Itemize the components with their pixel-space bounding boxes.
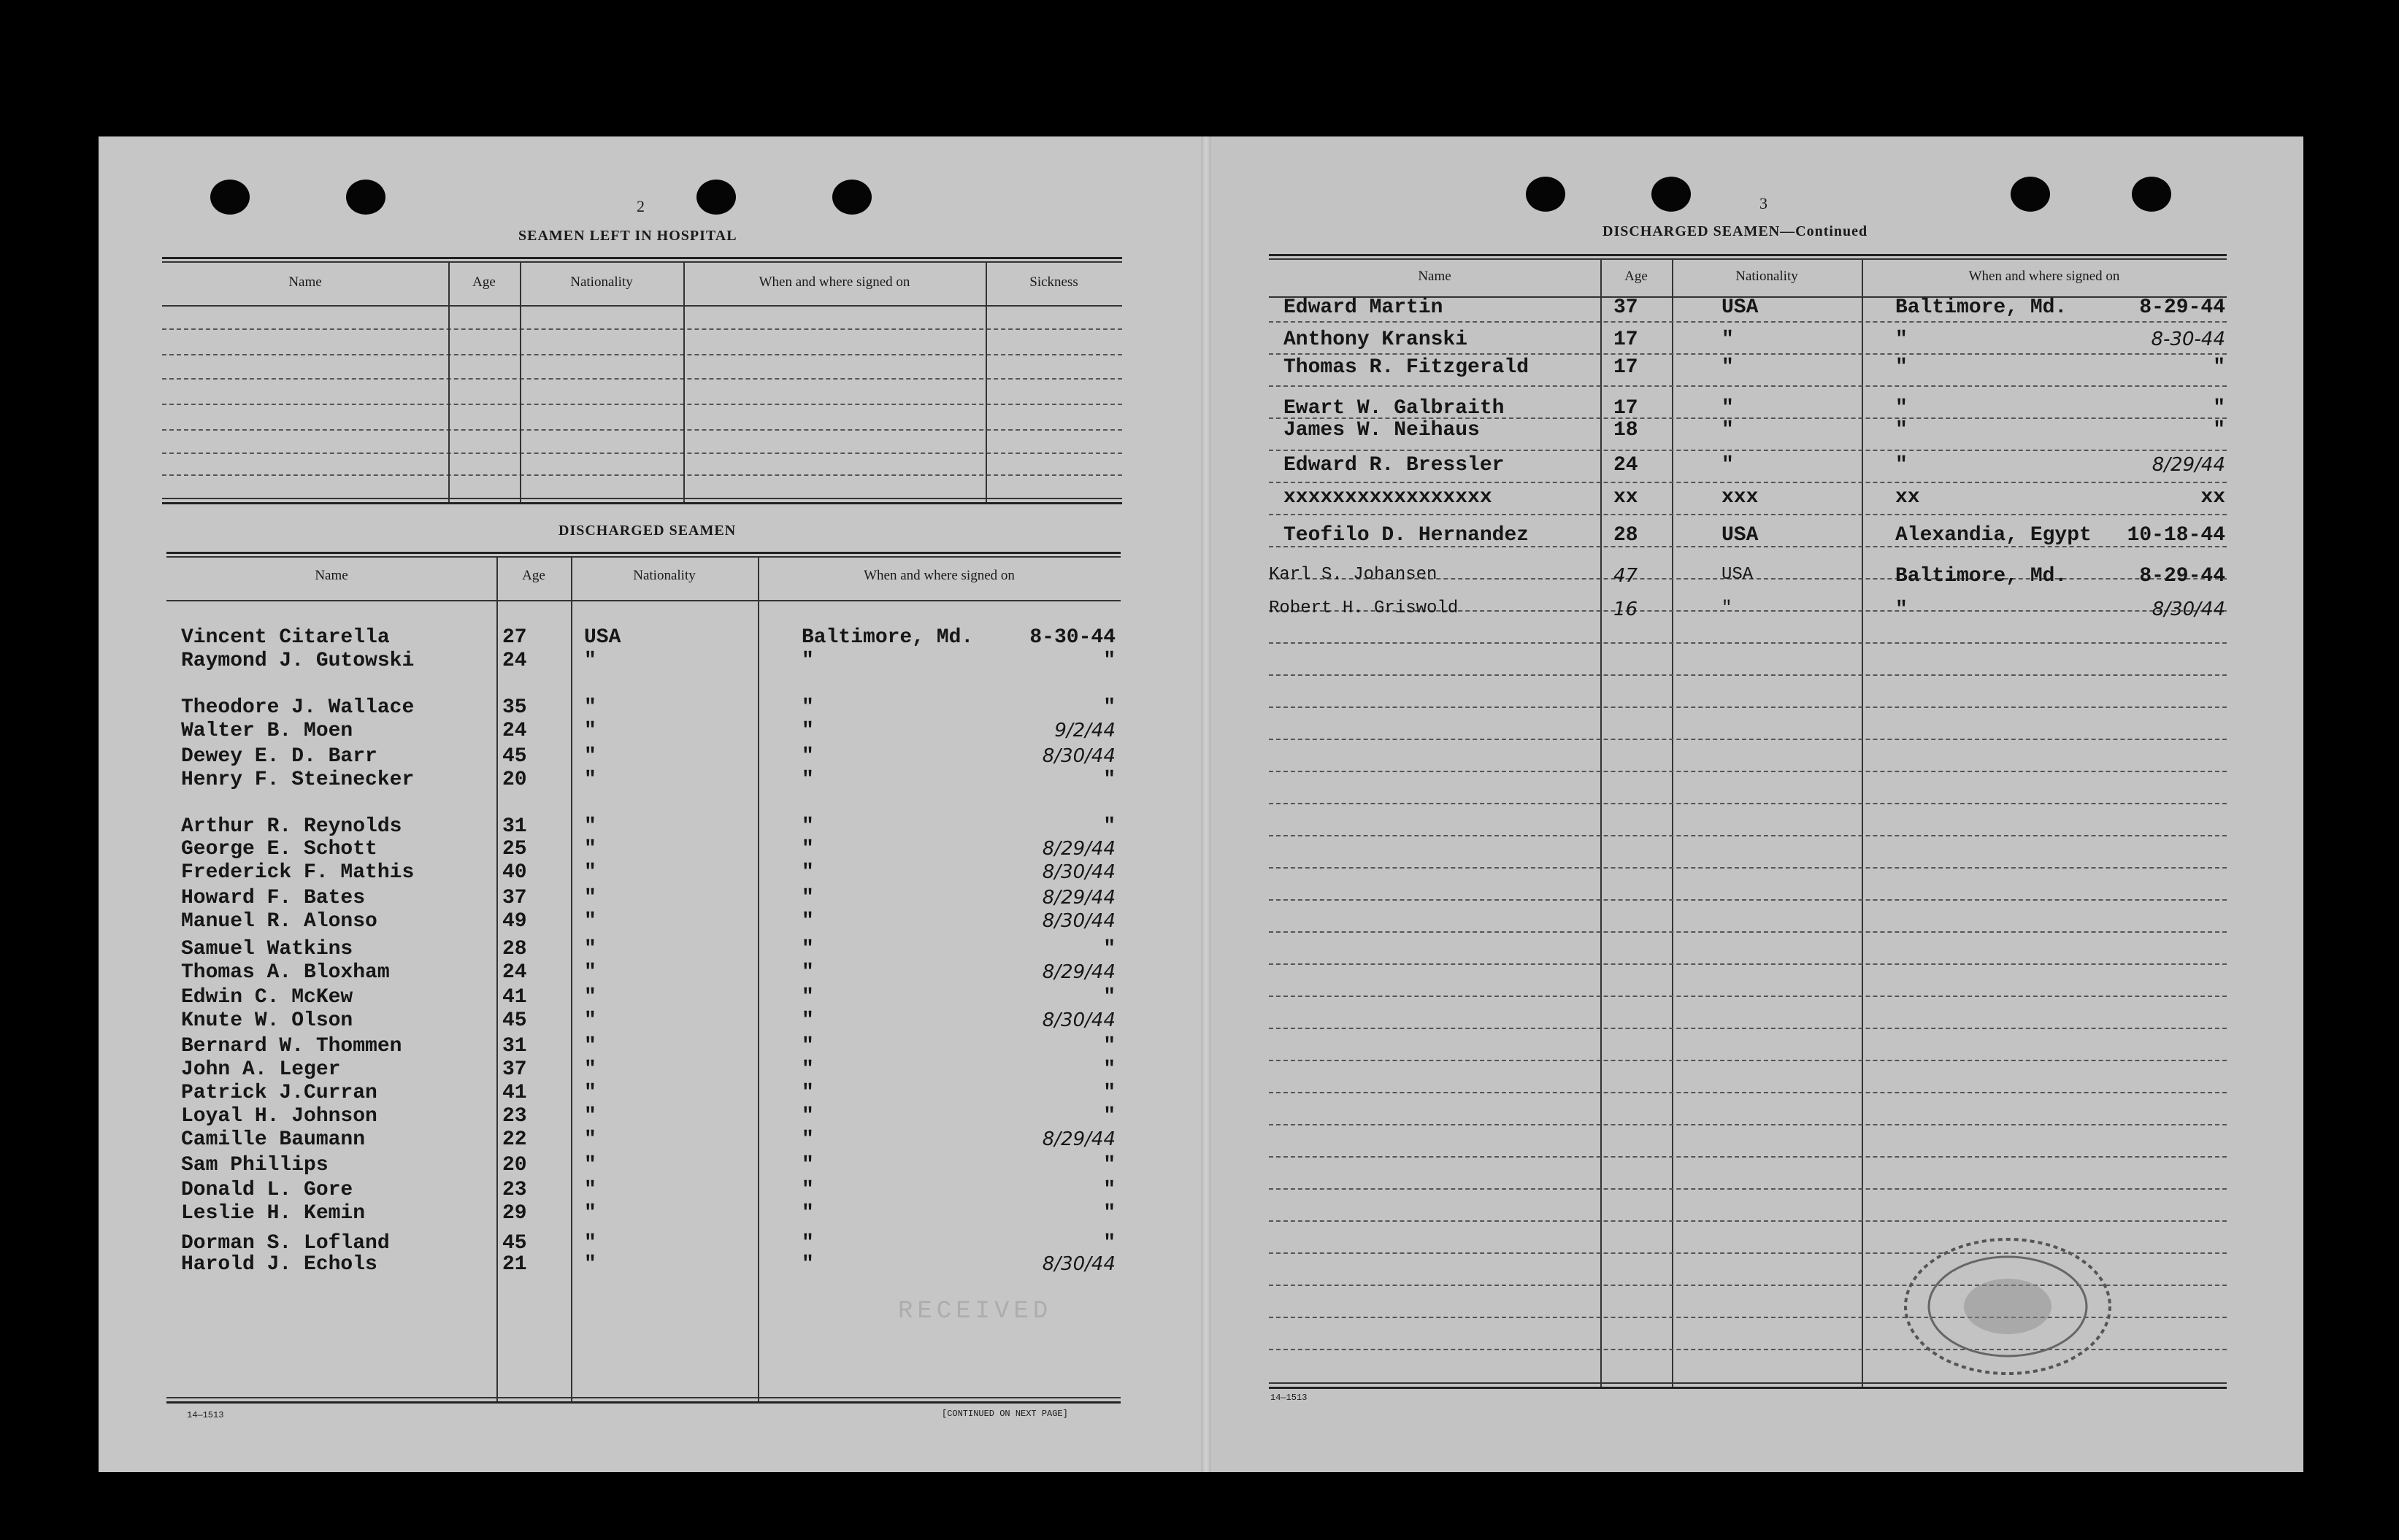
signed-on-date: " (1103, 1081, 1116, 1104)
page-fold (1201, 136, 1211, 1472)
signed-on-place: " (802, 986, 814, 1009)
signed-on-place: " (802, 1153, 814, 1177)
col-header-name: Name (315, 568, 348, 583)
signed-on-date: 8/29/44 (1042, 960, 1116, 983)
col-header-name: Name (1418, 269, 1451, 284)
signed-on-place: " (802, 768, 814, 791)
seaman-age: xx (1613, 486, 1638, 509)
seaman-name: Edward Martin (1283, 296, 1443, 319)
signed-on-place: " (802, 887, 814, 910)
seaman-age: 17 (1613, 356, 1638, 379)
signed-on-date: 8-30-44 (1029, 626, 1116, 650)
discharged-continued-title: DISCHARGED SEAMEN—Continued (1602, 223, 1868, 239)
signed-on-date: " (1103, 815, 1116, 838)
seaman-nationality: " (1721, 356, 1734, 379)
seaman-age: 45 (502, 744, 527, 768)
hospital-table (162, 255, 1122, 504)
seaman-nationality: " (584, 910, 596, 933)
seaman-nationality: xxx (1721, 486, 1759, 509)
signed-on-date: " (1103, 986, 1116, 1009)
signed-on-place: " (802, 1231, 814, 1255)
seaman-age: 45 (502, 1231, 527, 1255)
seaman-name: Leslie H. Kemin (181, 1202, 366, 1225)
seaman-name: Karl S. Johansen (1269, 565, 1438, 585)
seaman-nationality: " (584, 887, 596, 910)
signed-on-place: " (802, 960, 814, 984)
seaman-name: Thomas R. Fitzgerald (1283, 356, 1529, 379)
seaman-age: 28 (1613, 524, 1638, 547)
seaman-nationality: " (1721, 328, 1734, 351)
seaman-age: 20 (502, 1153, 527, 1177)
seaman-name: Anthony Kranski (1283, 328, 1468, 351)
seaman-nationality: " (584, 720, 596, 742)
col-header-signed-on: When and where signed on (759, 274, 910, 290)
seaman-name: Theodore J. Wallace (181, 696, 415, 720)
official-stamp-icon (1898, 1233, 2117, 1379)
seaman-nationality: " (584, 1128, 596, 1151)
signed-on-date: 8-29-44 (2139, 565, 2225, 588)
seaman-nationality: USA (1721, 296, 1759, 319)
seaman-age: 24 (502, 960, 527, 984)
signed-on-date: 8/30/44 (1042, 1252, 1116, 1275)
seaman-name: Dewey E. D. Barr (181, 744, 377, 768)
seaman-name: Donald L. Gore (181, 1179, 353, 1202)
seaman-age: 23 (502, 1179, 527, 1202)
punch-hole-icon (2132, 177, 2171, 212)
seaman-name: Walter B. Moen (181, 720, 353, 742)
signed-on-date: xx (2200, 486, 2225, 509)
signed-on-date: " (1103, 1231, 1116, 1255)
seaman-nationality: " (584, 1035, 596, 1058)
seaman-age: 18 (1613, 419, 1638, 442)
seaman-nationality: USA (584, 626, 621, 650)
signed-on-place: " (1895, 598, 1908, 621)
form-number: 14—1513 (1270, 1393, 1308, 1403)
signed-on-date: " (1103, 1153, 1116, 1177)
seaman-nationality: " (584, 1252, 596, 1276)
punch-hole-icon (1526, 177, 1565, 212)
seaman-age: 37 (1613, 296, 1638, 319)
seaman-name: Raymond J. Gutowski (181, 650, 415, 673)
signed-on-date: 8/30/44 (2152, 598, 2225, 620)
seaman-age: 17 (1613, 397, 1638, 420)
signed-on-place: " (802, 838, 814, 861)
seaman-name: Edward R. Bressler (1283, 454, 1505, 477)
seaman-age: 22 (502, 1128, 527, 1151)
col-header-sickness: Sickness (1029, 274, 1078, 290)
signed-on-place: xx (1895, 486, 1920, 509)
signed-on-date: " (1103, 650, 1116, 673)
punch-hole-icon (2011, 177, 2050, 212)
seaman-name: Ewart W. Galbraith (1283, 397, 1505, 420)
seaman-name: George E. Schott (181, 838, 377, 861)
seaman-age: 37 (502, 887, 527, 910)
signed-on-date: " (2213, 419, 2225, 442)
signed-on-place: " (802, 744, 814, 768)
punch-hole-icon (346, 180, 385, 215)
signed-on-date: " (1103, 1035, 1116, 1058)
signed-on-date: 8/29/44 (1042, 1128, 1116, 1150)
page-number: 3 (1759, 194, 1767, 212)
seaman-name: Patrick J.Curran (181, 1081, 377, 1104)
signed-on-place: " (1895, 328, 1908, 351)
signed-on-date: " (2213, 397, 2225, 420)
seaman-name: James W. Neihaus (1283, 419, 1480, 442)
seaman-nationality: " (584, 1081, 596, 1104)
signed-on-place: " (802, 1009, 814, 1033)
col-header-nationality: Nationality (570, 274, 633, 290)
signed-on-date: 8/30/44 (1042, 861, 1116, 884)
seaman-age: 31 (502, 815, 527, 838)
signed-on-date: 8/30/44 (1042, 910, 1116, 932)
seaman-age: 21 (502, 1252, 527, 1276)
signed-on-place: " (802, 1179, 814, 1202)
signed-on-place: " (1895, 419, 1908, 442)
signed-on-date: " (1103, 1179, 1116, 1202)
seaman-name: Knute W. Olson (181, 1009, 353, 1033)
seaman-age: 20 (502, 768, 527, 791)
signed-on-place: " (802, 1035, 814, 1058)
seaman-nationality: " (584, 768, 596, 791)
seaman-nationality: " (584, 986, 596, 1009)
col-header-age: Age (522, 568, 545, 583)
seaman-nationality: " (584, 1231, 596, 1255)
signed-on-date: " (1103, 1104, 1116, 1128)
signed-on-place: " (802, 937, 814, 960)
seaman-name: Henry F. Steinecker (181, 768, 415, 791)
seaman-name: Samuel Watkins (181, 937, 353, 960)
seaman-name: Camille Baumann (181, 1128, 366, 1151)
seaman-nationality: " (584, 815, 596, 838)
seaman-age: 45 (502, 1009, 527, 1033)
signed-on-date: " (1103, 1058, 1116, 1081)
continued-note: [CONTINUED ON NEXT PAGE] (942, 1409, 1068, 1419)
seaman-age: 35 (502, 696, 527, 720)
seaman-nationality: USA (1721, 565, 1754, 585)
seaman-age: 41 (502, 1081, 527, 1104)
signed-on-place: " (802, 650, 814, 673)
seaman-age: 49 (502, 910, 527, 933)
signed-on-place: " (802, 1128, 814, 1151)
punch-hole-icon (1651, 177, 1691, 212)
seaman-age: 40 (502, 861, 527, 885)
signed-on-date: " (1103, 768, 1116, 791)
seaman-age: 28 (502, 937, 527, 960)
signed-on-place: " (802, 1252, 814, 1276)
discharged-table (166, 550, 1121, 1404)
seaman-nationality: " (1721, 397, 1734, 420)
discharged-continued-table (1269, 253, 2227, 1390)
col-header-nationality: Nationality (1735, 269, 1798, 284)
col-header-age: Age (472, 274, 496, 290)
seaman-name: Loyal H. Johnson (181, 1104, 377, 1128)
signed-on-date: 8/30/44 (1042, 744, 1116, 767)
signed-on-place: " (1895, 454, 1908, 477)
seaman-name: Howard F. Bates (181, 887, 366, 910)
seaman-nationality: " (584, 650, 596, 673)
punch-hole-icon (696, 180, 736, 215)
signed-on-date: " (2213, 356, 2225, 379)
seaman-nationality: " (584, 696, 596, 720)
seaman-name: Sam Phillips (181, 1153, 329, 1177)
seaman-nationality: " (584, 838, 596, 861)
seaman-nationality: " (584, 1202, 596, 1225)
seaman-nationality: " (584, 1179, 596, 1202)
signed-on-date: 8/29/44 (1042, 887, 1116, 909)
seaman-name: Vincent Citarella (181, 626, 390, 650)
seaman-nationality: " (1721, 419, 1734, 442)
seaman-age: 17 (1613, 328, 1638, 351)
seaman-age: 16 (1613, 598, 1638, 620)
seaman-name: Robert H. Griswold (1269, 598, 1459, 618)
page-number: 2 (637, 197, 645, 215)
seaman-age: 31 (502, 1035, 527, 1058)
seaman-age: 27 (502, 626, 527, 650)
seaman-name: Teofilo D. Hernandez (1283, 524, 1529, 547)
seaman-name: Thomas A. Bloxham (181, 960, 390, 984)
signed-on-date: 8/29/44 (2152, 454, 2225, 476)
form-number: 14—1513 (187, 1410, 224, 1420)
seaman-nationality: " (584, 937, 596, 960)
seaman-age: 37 (502, 1058, 527, 1081)
seaman-name: Bernard W. Thommen (181, 1035, 402, 1058)
seaman-name: Edwin C. McKew (181, 986, 353, 1009)
signed-on-place: " (1895, 356, 1908, 379)
signed-on-place: " (802, 815, 814, 838)
signed-on-date: 10-18-44 (2127, 524, 2225, 547)
signed-on-date: 8-30-44 (2151, 328, 2225, 350)
seaman-age: 24 (502, 720, 527, 742)
seaman-age: 24 (1613, 454, 1638, 477)
discharged-section-title: DISCHARGED SEAMEN (559, 523, 737, 539)
signed-on-date: 8/29/44 (1042, 838, 1116, 861)
seaman-age: 41 (502, 986, 527, 1009)
seaman-nationality: " (584, 744, 596, 768)
signed-on-date: " (1103, 937, 1116, 960)
signed-on-date: 8-29-44 (2139, 296, 2225, 319)
signed-on-place: Baltimore, Md. (802, 626, 974, 650)
seaman-nationality: " (584, 1058, 596, 1081)
signed-on-place: " (802, 1058, 814, 1081)
seaman-age: 29 (502, 1202, 527, 1225)
seaman-name: Manuel R. Alonso (181, 910, 377, 933)
signed-on-date: " (1103, 1202, 1116, 1225)
signed-on-place: Alexandia, Egypt (1895, 524, 2092, 547)
signed-on-place: " (802, 696, 814, 720)
col-header-signed-on: When and where signed on (864, 568, 1015, 583)
seaman-name: John A. Leger (181, 1058, 341, 1081)
seaman-age: 25 (502, 838, 527, 861)
seaman-age: 23 (502, 1104, 527, 1128)
signed-on-date: 8/30/44 (1042, 1009, 1116, 1032)
seaman-nationality: " (584, 960, 596, 984)
signed-on-place: " (802, 1202, 814, 1225)
seaman-nationality: " (584, 1153, 596, 1177)
seaman-name: Harold J. Echols (181, 1252, 377, 1276)
signed-on-date: " (1103, 696, 1116, 720)
seaman-name: Frederick F. Mathis (181, 861, 415, 885)
seaman-nationality: USA (1721, 524, 1759, 547)
seaman-nationality: " (1721, 598, 1732, 618)
signed-on-place: " (1895, 397, 1908, 420)
signed-on-place: Baltimore, Md. (1895, 565, 2068, 588)
seaman-nationality: " (584, 1009, 596, 1033)
punch-hole-icon (832, 180, 872, 215)
seaman-name: Arthur R. Reynolds (181, 815, 402, 838)
signed-on-place: " (802, 861, 814, 885)
signed-on-place: " (802, 910, 814, 933)
signed-on-place: " (802, 1081, 814, 1104)
signed-on-date: 9/2/44 (1054, 720, 1116, 742)
punch-hole-icon (210, 180, 250, 215)
hospital-section-title: SEAMEN LEFT IN HOSPITAL (518, 228, 737, 244)
seaman-name: Dorman S. Lofland (181, 1231, 390, 1255)
col-header-name: Name (288, 274, 322, 290)
seaman-nationality: " (584, 861, 596, 885)
seaman-nationality: " (1721, 454, 1734, 477)
seaman-nationality: " (584, 1104, 596, 1128)
col-header-signed-on: When and where signed on (1968, 269, 2120, 284)
seaman-name: xxxxxxxxxxxxxxxxx (1283, 486, 1492, 509)
col-header-age: Age (1624, 269, 1648, 284)
col-header-nationality: Nationality (633, 568, 696, 583)
signed-on-place: " (802, 720, 814, 742)
signed-on-place: " (802, 1104, 814, 1128)
seaman-age: 47 (1613, 565, 1638, 587)
faint-received-stamp: RECEIVED (898, 1298, 1053, 1325)
seaman-age: 24 (502, 650, 527, 673)
signed-on-place: Baltimore, Md. (1895, 296, 2068, 319)
